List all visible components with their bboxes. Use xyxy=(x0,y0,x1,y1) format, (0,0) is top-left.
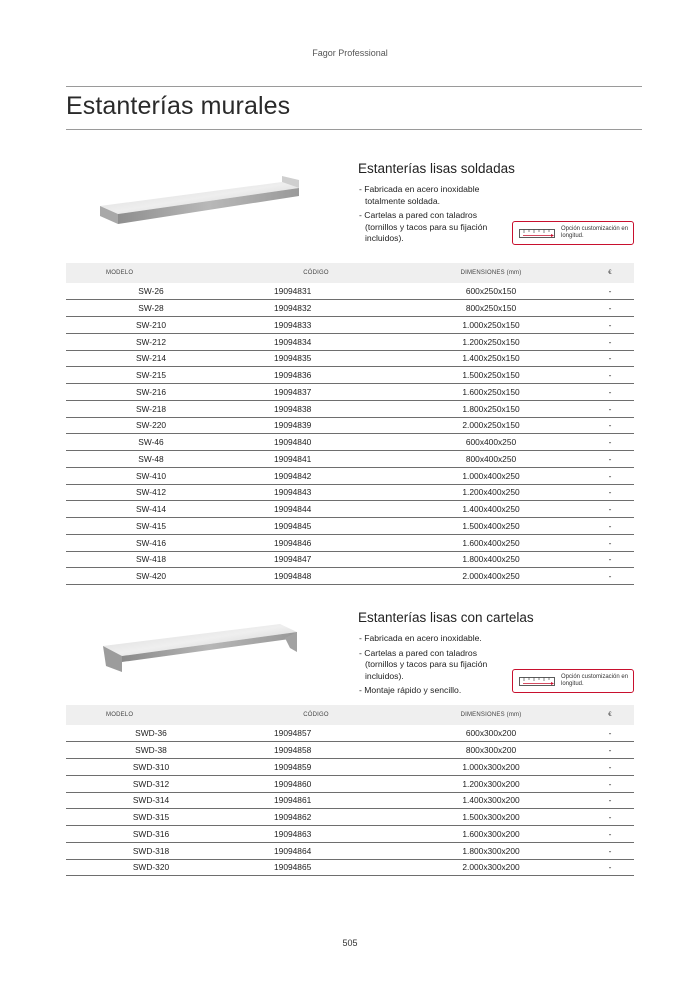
cell-dimensions: 1.800x250x150 xyxy=(396,400,586,417)
cell-dimensions: 800x300x200 xyxy=(396,742,586,759)
customization-badge xyxy=(512,669,634,693)
cell-dimensions: 1.200x300x200 xyxy=(396,775,586,792)
cell-model: SW-415 xyxy=(66,518,236,535)
cell-price: - xyxy=(586,467,634,484)
table-row xyxy=(66,792,634,809)
table-row xyxy=(66,467,634,484)
cell-code: 19094836 xyxy=(236,367,396,384)
cell-price: - xyxy=(586,350,634,367)
table-row xyxy=(66,451,634,468)
table-row xyxy=(66,333,634,350)
cell-dimensions: 600x250x150 xyxy=(396,283,586,300)
cell-price: - xyxy=(586,417,634,434)
cell-price: - xyxy=(586,501,634,518)
feature-list xyxy=(358,633,508,700)
cell-price: - xyxy=(586,551,634,568)
cell-price: - xyxy=(586,384,634,401)
customization-badge xyxy=(512,221,634,245)
cell-model: SW-215 xyxy=(66,367,236,384)
page-title: Estanterías murales xyxy=(66,92,291,120)
table-row xyxy=(66,484,634,501)
cell-dimensions: 800x400x250 xyxy=(396,451,586,468)
cell-price: - xyxy=(586,367,634,384)
cell-model: SW-418 xyxy=(66,551,236,568)
cell-dimensions: 1.600x300x200 xyxy=(396,826,586,843)
cell-code: 19094843 xyxy=(236,484,396,501)
cell-model: SW-216 xyxy=(66,384,236,401)
cell-model: SWD-310 xyxy=(66,759,236,776)
table-row xyxy=(66,434,634,451)
table-row xyxy=(66,551,634,568)
cell-code: 19094838 xyxy=(236,400,396,417)
cell-model: SW-420 xyxy=(66,568,236,585)
cell-code: 19094833 xyxy=(236,317,396,334)
table-row xyxy=(66,317,634,334)
cell-code: 19094848 xyxy=(236,568,396,585)
cell-code: 19094839 xyxy=(236,417,396,434)
cell-model: SW-210 xyxy=(66,317,236,334)
col-model: MODELO xyxy=(66,263,236,283)
table-body xyxy=(66,725,634,876)
cell-price: - xyxy=(586,568,634,585)
cell-model: SWD-318 xyxy=(66,842,236,859)
feature-item: - Cartelas a pared con taladros (tornillos y tacos para su fijación incluidos). xyxy=(358,648,508,683)
cell-model: SW-218 xyxy=(66,400,236,417)
cell-model: SW-214 xyxy=(66,350,236,367)
feature-item: - Montaje rápido y sencillo. xyxy=(358,685,508,697)
table-row xyxy=(66,534,634,551)
cell-code: 19094861 xyxy=(236,792,396,809)
cell-price: - xyxy=(586,826,634,843)
cell-dimensions: 1.500x250x150 xyxy=(396,367,586,384)
feature-item: - Fabricada en acero inoxidable totalmente soldada. xyxy=(358,184,508,207)
cell-model: SW-414 xyxy=(66,501,236,518)
product-table xyxy=(66,263,634,585)
cell-model: SW-410 xyxy=(66,467,236,484)
ruler-icon xyxy=(519,229,555,238)
table-row xyxy=(66,417,634,434)
cell-model: SW-416 xyxy=(66,534,236,551)
cell-dimensions: 1.500x300x200 xyxy=(396,809,586,826)
cell-price: - xyxy=(586,317,634,334)
cell-model: SWD-320 xyxy=(66,859,236,876)
table-row xyxy=(66,384,634,401)
table-row xyxy=(66,568,634,585)
customization-text: Opción customización en longitud. xyxy=(561,226,629,239)
cell-dimensions: 1.800x400x250 xyxy=(396,551,586,568)
cell-model: SWD-314 xyxy=(66,792,236,809)
cell-code: 19094858 xyxy=(236,742,396,759)
cell-code: 19094840 xyxy=(236,434,396,451)
cell-model: SWD-316 xyxy=(66,826,236,843)
cell-price: - xyxy=(586,775,634,792)
table-row xyxy=(66,809,634,826)
cell-price: - xyxy=(586,725,634,742)
cell-dimensions: 1.500x400x250 xyxy=(396,518,586,535)
cell-code: 19094845 xyxy=(236,518,396,535)
table-row xyxy=(66,283,634,300)
cell-code: 19094832 xyxy=(236,300,396,317)
cell-price: - xyxy=(586,792,634,809)
cell-dimensions: 600x400x250 xyxy=(396,434,586,451)
cell-model: SW-412 xyxy=(66,484,236,501)
cell-model: SWD-38 xyxy=(66,742,236,759)
feature-item: - Cartelas a pared con taladros (tornillos y tacos para su fijación incluidos). xyxy=(358,210,508,245)
cell-model: SW-26 xyxy=(66,283,236,300)
cell-price: - xyxy=(586,742,634,759)
cell-dimensions: 1.600x400x250 xyxy=(396,534,586,551)
cell-price: - xyxy=(586,333,634,350)
col-dimensions: DIMENSIONES (mm) xyxy=(396,705,586,725)
cell-dimensions: 1.000x400x250 xyxy=(396,467,586,484)
cell-dimensions: 1.400x250x150 xyxy=(396,350,586,367)
cell-price: - xyxy=(586,859,634,876)
cell-code: 19094837 xyxy=(236,384,396,401)
cell-dimensions: 2.000x400x250 xyxy=(396,568,586,585)
cell-code: 19094844 xyxy=(236,501,396,518)
cell-code: 19094864 xyxy=(236,842,396,859)
table-row xyxy=(66,859,634,876)
table-row xyxy=(66,775,634,792)
cell-model: SWD-315 xyxy=(66,809,236,826)
cell-model: SWD-36 xyxy=(66,725,236,742)
cell-code: 19094835 xyxy=(236,350,396,367)
table-row xyxy=(66,842,634,859)
cell-price: - xyxy=(586,809,634,826)
table-row xyxy=(66,400,634,417)
cell-dimensions: 1.000x250x150 xyxy=(396,317,586,334)
cell-dimensions: 1.400x300x200 xyxy=(396,792,586,809)
cell-price: - xyxy=(586,759,634,776)
page-number: 505 xyxy=(342,938,358,948)
section-title: Estanterías lisas con cartelas xyxy=(358,610,534,625)
cell-code: 19094841 xyxy=(236,451,396,468)
cell-dimensions: 1.600x250x150 xyxy=(396,384,586,401)
cell-model: SW-48 xyxy=(66,451,236,468)
cell-price: - xyxy=(586,842,634,859)
cell-dimensions: 1.000x300x200 xyxy=(396,759,586,776)
col-dimensions: DIMENSIONES (mm) xyxy=(396,263,586,283)
feature-list xyxy=(358,184,508,248)
cell-dimensions: 1.800x300x200 xyxy=(396,842,586,859)
cell-price: - xyxy=(586,484,634,501)
cell-code: 19094859 xyxy=(236,759,396,776)
cell-dimensions: 2.000x300x200 xyxy=(396,859,586,876)
col-model: MODELO xyxy=(66,705,236,725)
feature-item: - Fabricada en acero inoxidable. xyxy=(358,633,508,645)
cell-code: 19094863 xyxy=(236,826,396,843)
cell-dimensions: 1.200x250x150 xyxy=(396,333,586,350)
cell-dimensions: 800x250x150 xyxy=(396,300,586,317)
cell-code: 19094862 xyxy=(236,809,396,826)
table-header xyxy=(66,705,634,725)
cell-model: SW-28 xyxy=(66,300,236,317)
cell-code: 19094865 xyxy=(236,859,396,876)
shelf-welded-image xyxy=(96,176,302,234)
cell-model: SWD-312 xyxy=(66,775,236,792)
cell-dimensions: 600x300x200 xyxy=(396,725,586,742)
table-row xyxy=(66,742,634,759)
cell-price: - xyxy=(586,518,634,535)
cell-dimensions: 1.400x400x250 xyxy=(396,501,586,518)
cell-price: - xyxy=(586,534,634,551)
table-row xyxy=(66,367,634,384)
table-row xyxy=(66,826,634,843)
cell-model: SW-46 xyxy=(66,434,236,451)
table-body xyxy=(66,283,634,585)
table-row xyxy=(66,350,634,367)
table-row xyxy=(66,725,634,742)
col-code: CÓDIGO xyxy=(236,705,396,725)
customization-text: Opción customización en longitud. xyxy=(561,674,629,687)
cell-code: 19094860 xyxy=(236,775,396,792)
table-header xyxy=(66,263,634,283)
table-row xyxy=(66,518,634,535)
cell-model: SW-220 xyxy=(66,417,236,434)
shelf-bracket-image xyxy=(100,622,300,678)
cell-code: 19094846 xyxy=(236,534,396,551)
product-table xyxy=(66,705,634,876)
title-divider xyxy=(66,129,642,130)
cell-code: 19094847 xyxy=(236,551,396,568)
col-price: € xyxy=(586,705,634,725)
section-title: Estanterías lisas soldadas xyxy=(358,161,515,176)
cell-dimensions: 2.000x250x150 xyxy=(396,417,586,434)
cell-code: 19094857 xyxy=(236,725,396,742)
cell-price: - xyxy=(586,400,634,417)
col-price: € xyxy=(586,263,634,283)
col-code: CÓDIGO xyxy=(236,263,396,283)
brand-header: Fagor Professional xyxy=(312,48,388,58)
cell-price: - xyxy=(586,434,634,451)
table-row xyxy=(66,759,634,776)
table-row xyxy=(66,300,634,317)
cell-model: SW-212 xyxy=(66,333,236,350)
cell-price: - xyxy=(586,451,634,468)
cell-price: - xyxy=(586,300,634,317)
cell-dimensions: 1.200x400x250 xyxy=(396,484,586,501)
cell-code: 19094842 xyxy=(236,467,396,484)
top-divider xyxy=(66,86,642,87)
table-row xyxy=(66,501,634,518)
ruler-icon xyxy=(519,677,555,686)
cell-price: - xyxy=(586,283,634,300)
cell-code: 19094834 xyxy=(236,333,396,350)
cell-code: 19094831 xyxy=(236,283,396,300)
